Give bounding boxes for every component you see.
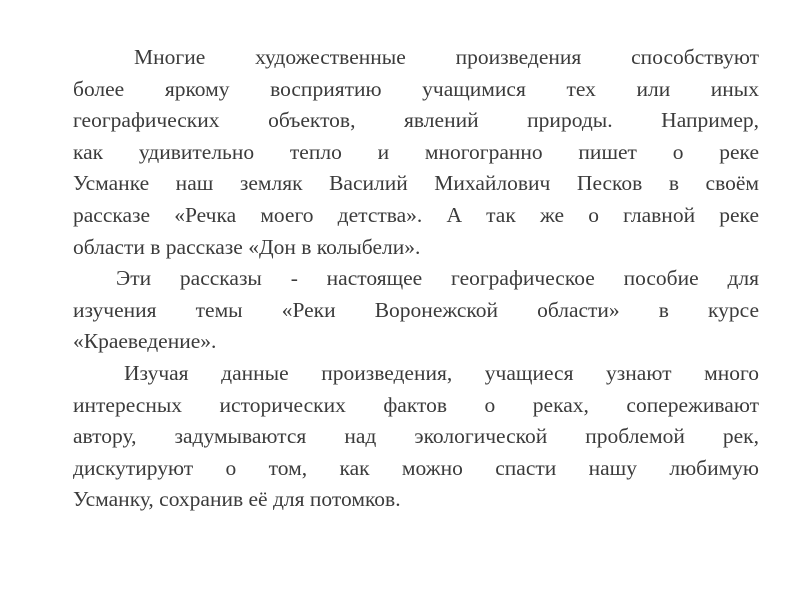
body-text	[73, 42, 759, 516]
text-line: изучения темы «Реки Воронежской области» в курсе	[73, 297, 759, 322]
paragraph-2	[73, 263, 759, 358]
text-line: Многие художественные произведения способствуют	[134, 45, 759, 69]
text-line: интересных исторических фактов о реках, сопереживают	[73, 392, 759, 417]
text-line: как удивительно тепло и многогранно пишет о реке	[73, 139, 759, 164]
text-line: Усманке наш земляк Василий Михайлович Песков в своём	[73, 171, 759, 196]
text-line: Усманку, сохранив её для потомков.	[73, 487, 401, 512]
text-line: «Краеведение».	[73, 329, 217, 354]
text-line: Изучая данные произведения, учащиеся узнают много	[124, 360, 759, 385]
paragraph-1	[73, 42, 759, 263]
text-line: рассказе «Речка моего детства». А так же о главной реке	[73, 202, 759, 227]
text-line: дискутируют о том, как можно спасти нашу любимую	[73, 455, 759, 480]
text-line: автору, задумываются над экологической проблемой рек,	[73, 424, 759, 449]
text-line: географических объектов, явлений природы. Например,	[73, 108, 759, 133]
text-line: области в рассказе «Дон в колыбели».	[73, 234, 421, 259]
paragraph-3	[73, 358, 759, 516]
text-line: Эти рассказы - настоящее географическое пособие для	[116, 266, 759, 291]
text-line: более яркому восприятию учащимися тех или иных	[73, 76, 759, 101]
